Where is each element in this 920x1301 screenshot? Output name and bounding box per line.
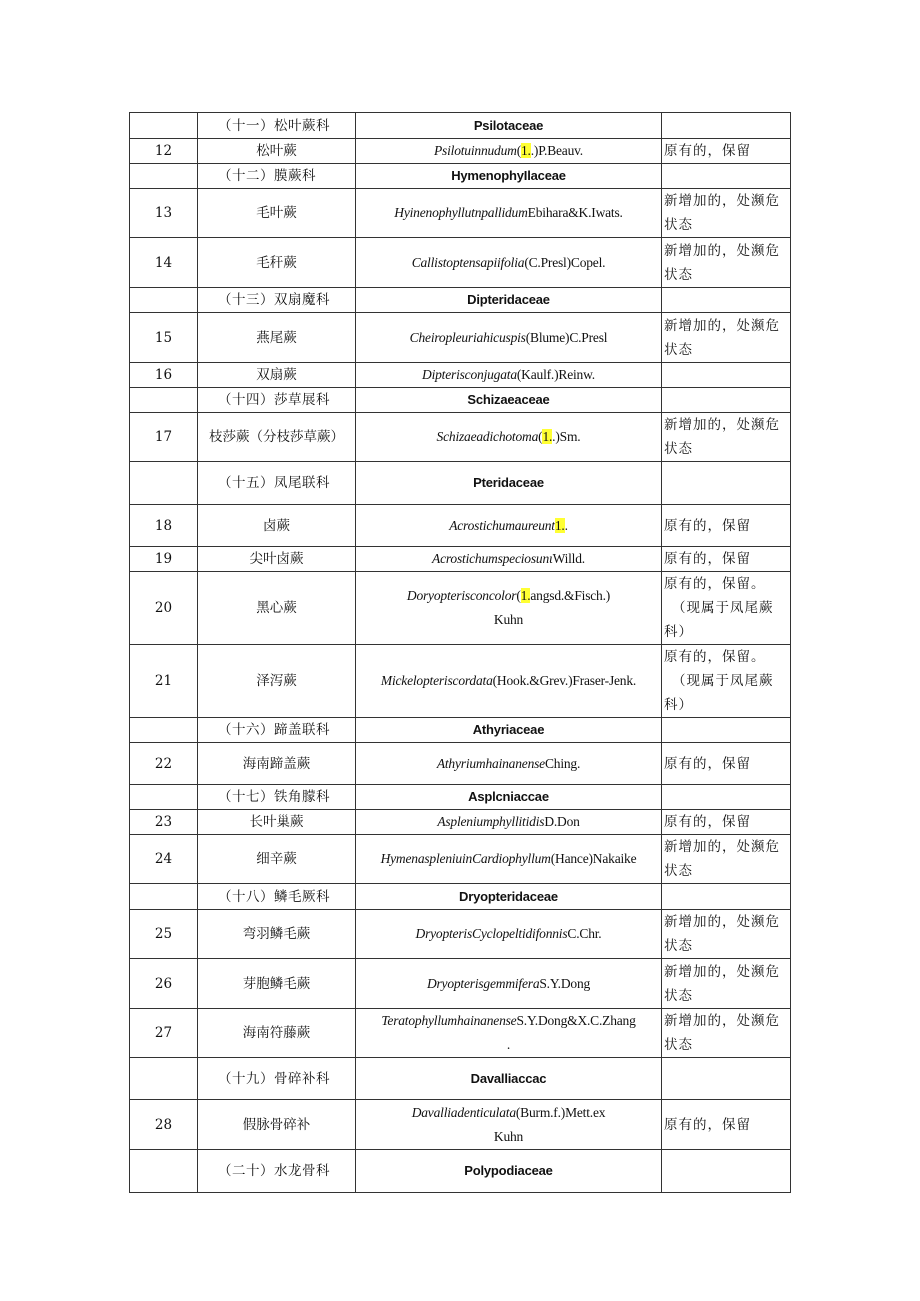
status-note	[662, 785, 791, 810]
status-note-line: 原有的，保留	[664, 1116, 751, 1133]
status-note	[662, 238, 791, 288]
family-row	[130, 388, 791, 413]
family-row	[130, 718, 791, 743]
row-number	[130, 718, 198, 743]
status-note-line: 新增加的，处濒危	[664, 1013, 780, 1029]
species-table-body	[130, 113, 791, 1193]
species-table	[129, 112, 791, 1193]
species-name-latin	[356, 743, 662, 785]
family-name-latin: Schizaeaceae	[356, 388, 662, 413]
species-row	[130, 413, 791, 462]
scientific-name: Dipterisconjugata	[422, 367, 517, 382]
scientific-name: Doryopterisconcolor	[406, 588, 517, 603]
status-note-line: 原有的，保留。	[664, 649, 766, 665]
species-row	[130, 1100, 791, 1150]
scientific-name: Schizaeadichotoma	[436, 429, 539, 444]
species-name-latin	[356, 313, 662, 363]
status-note-line: 科）	[664, 624, 693, 640]
author-paren: (	[538, 429, 543, 444]
status-note	[662, 164, 791, 189]
status-note-line: 原有的，保留	[664, 551, 751, 567]
row-number: 21	[130, 645, 198, 718]
status-note	[662, 1100, 791, 1150]
species-name-cn: 弯羽鳞毛蕨	[198, 910, 356, 959]
row-number: 19	[130, 547, 198, 572]
highlight-mark: 1.	[542, 429, 553, 444]
row-number	[130, 113, 198, 139]
row-number	[130, 462, 198, 505]
status-note	[662, 139, 791, 164]
scientific-name: Davalliadenticulata	[411, 1104, 516, 1120]
status-note-line: 原有的，保留	[664, 517, 751, 534]
status-note	[662, 835, 791, 884]
status-note-line: 状态	[664, 341, 693, 358]
status-note	[662, 505, 791, 547]
author-citation: Ching.	[544, 755, 581, 771]
status-note	[662, 1009, 791, 1058]
species-name-latin	[356, 1009, 662, 1058]
status-note-line: 新增加的，处濒危	[664, 963, 780, 980]
species-name-cn: 双扇蕨	[198, 363, 356, 388]
family-name-cn: （十七）铁角朦科	[198, 785, 356, 810]
row-number: 23	[130, 810, 198, 835]
species-name-latin	[356, 810, 662, 835]
author-citation: (Hance)Nakaike	[550, 851, 637, 866]
author-citation: D.Don	[544, 814, 580, 829]
status-note	[662, 363, 791, 388]
family-name-cn: （十一）松叶蕨科	[198, 113, 356, 139]
author-citation: S.Y.Dong&X.C.Zhang	[516, 1013, 636, 1028]
species-row	[130, 505, 791, 547]
status-note-line: 状态	[664, 217, 693, 233]
author-citation-continued: .	[506, 1037, 511, 1052]
row-number: 26	[130, 959, 198, 1009]
species-name-latin	[356, 189, 662, 238]
status-note-line: （现属于凤尾蕨	[672, 600, 774, 616]
scientific-name: Athyriumhainanense	[436, 755, 545, 771]
status-note-line: 原有的，保留。	[664, 576, 766, 592]
species-name-latin	[356, 238, 662, 288]
species-row	[130, 363, 791, 388]
status-note-line: 状态	[664, 441, 693, 457]
status-note	[662, 189, 791, 238]
author-citation: (Kaulf.)Reinw.	[516, 367, 595, 382]
species-name-cn: 海南符藤蕨	[198, 1009, 356, 1058]
family-row	[130, 1058, 791, 1100]
row-number: 28	[130, 1100, 198, 1150]
author-citation: .	[564, 517, 568, 533]
status-note-line: 状态	[664, 1037, 693, 1053]
row-number	[130, 388, 198, 413]
scientific-name: Acrostichumspeciosunι	[432, 551, 553, 566]
family-name-cn: （十四）莎草展科	[198, 388, 356, 413]
status-note	[662, 572, 791, 645]
species-name-latin	[356, 959, 662, 1009]
row-number: 14	[130, 238, 198, 288]
row-number	[130, 164, 198, 189]
species-row	[130, 139, 791, 164]
row-number	[130, 884, 198, 910]
row-number: 12	[130, 139, 198, 164]
species-row	[130, 645, 791, 718]
species-name-cn: 芽胞鳞毛蕨	[198, 959, 356, 1009]
highlight-mark: 1.	[520, 588, 531, 603]
species-name-latin	[356, 413, 662, 462]
scientific-name: DryopterisCyclopeltidifonnis	[415, 926, 568, 941]
species-row	[130, 1009, 791, 1058]
status-note	[662, 288, 791, 313]
status-note-line: 状态	[664, 938, 693, 954]
highlight-mark: 1.	[554, 517, 565, 533]
scientific-name: Teratophyllumhainanense	[381, 1013, 517, 1028]
species-name-latin	[356, 910, 662, 959]
row-number	[130, 1058, 198, 1100]
family-name-cn: （十五）凤尾联科	[198, 462, 356, 505]
family-name-latin: Psilotaceae	[356, 113, 662, 139]
author-citation-continued: Kuhn	[493, 1128, 524, 1144]
author-citation: S.Y.Dong	[539, 975, 591, 991]
species-name-latin	[356, 572, 662, 645]
status-note-line: 状态	[664, 987, 693, 1004]
status-note-line: 新增加的，处濒危	[664, 914, 780, 930]
species-name-latin	[356, 547, 662, 572]
status-note	[662, 959, 791, 1009]
status-note-line: 状态	[664, 863, 693, 879]
status-note	[662, 810, 791, 835]
status-note-line: 新增加的，处濒危	[664, 839, 780, 855]
status-note	[662, 718, 791, 743]
status-note-line: 新增加的，处濒危	[664, 417, 780, 433]
row-number: 22	[130, 743, 198, 785]
species-row	[130, 810, 791, 835]
status-note-line: 原有的，保留	[664, 814, 751, 830]
species-name-latin	[356, 645, 662, 718]
status-note	[662, 462, 791, 505]
family-row	[130, 462, 791, 505]
author-citation: .)Sm.	[552, 429, 581, 444]
family-row	[130, 884, 791, 910]
row-number: 17	[130, 413, 198, 462]
status-note	[662, 645, 791, 718]
family-row	[130, 288, 791, 313]
species-name-cn: 黑心蕨	[198, 572, 356, 645]
family-name-latin: HymenophyIlaceae	[356, 164, 662, 189]
family-name-cn: （十三）双扇魔科	[198, 288, 356, 313]
row-number: 27	[130, 1009, 198, 1058]
highlight-mark: 1.	[521, 143, 531, 158]
species-name-cn: 尖叶卤蕨	[198, 547, 356, 572]
status-note-line: 原有的，保留	[664, 755, 751, 772]
row-number: 13	[130, 189, 198, 238]
family-name-latin: Dipteridaceae	[356, 288, 662, 313]
family-row	[130, 1150, 791, 1193]
status-note	[662, 910, 791, 959]
status-note	[662, 413, 791, 462]
species-name-cn: 燕尾蕨	[198, 313, 356, 363]
author-citation: angsd.&Fisch.)	[530, 588, 611, 603]
family-name-latin: Athyriaceae	[356, 718, 662, 743]
author-citation: (C.Presl)Copel.	[524, 254, 606, 270]
scientific-name: Mickelopteriscordata	[380, 673, 493, 688]
status-note-line: 新增加的，处濒危	[664, 193, 780, 209]
family-row	[130, 164, 791, 189]
species-name-cn: 细辛蕨	[198, 835, 356, 884]
author-citation: Willd.	[552, 551, 585, 566]
family-name-cn: （十九）骨碎补科	[198, 1058, 356, 1100]
family-name-cn: （十八）鳞毛厥科	[198, 884, 356, 910]
scientific-name: Hyinenophyllutnpallidum	[394, 205, 528, 220]
status-note	[662, 884, 791, 910]
species-name-cn: 长叶巢蕨	[198, 810, 356, 835]
scientific-name: Aspleniumphyllitidis	[437, 814, 545, 829]
author-citation: .)P.Beauv.	[530, 143, 583, 158]
row-number	[130, 785, 198, 810]
author-citation-continued: Kuhn	[493, 612, 524, 627]
status-note	[662, 388, 791, 413]
row-number: 18	[130, 505, 198, 547]
row-number: 15	[130, 313, 198, 363]
scientific-name: Cheiropleuriahicuspis	[409, 329, 526, 345]
species-row	[130, 743, 791, 785]
family-name-cn: （二十）水龙骨科	[198, 1150, 356, 1193]
author-citation: (Hook.&Grev.)Fraser-Jenk.	[492, 673, 637, 688]
species-name-cn: 枝莎蕨（分枝莎草蕨）	[198, 413, 356, 462]
row-number: 16	[130, 363, 198, 388]
scientific-name: Acrostichumaureunt	[449, 517, 555, 533]
status-note-line: 新增加的，处濒危	[664, 242, 780, 259]
status-note	[662, 313, 791, 363]
row-number: 20	[130, 572, 198, 645]
species-name-cn: 卤蕨	[198, 505, 356, 547]
status-note	[662, 743, 791, 785]
author-citation: (Blume)C.Presl	[525, 329, 608, 345]
species-row	[130, 910, 791, 959]
status-note-line: 科）	[664, 697, 693, 713]
species-row	[130, 547, 791, 572]
status-note	[662, 1150, 791, 1193]
scientific-name: Psilotuinnudum	[434, 143, 517, 158]
species-name-cn: 松叶蕨	[198, 139, 356, 164]
species-name-latin	[356, 835, 662, 884]
family-name-latin: Polypodiaceae	[356, 1150, 662, 1193]
scientific-name: Callistoptensapiifolia	[411, 254, 525, 270]
status-note	[662, 1058, 791, 1100]
species-name-latin	[356, 1100, 662, 1150]
family-row	[130, 785, 791, 810]
family-name-latin: Dryopteridaceae	[356, 884, 662, 910]
family-name-cn: （十二）膜蕨科	[198, 164, 356, 189]
author-paren: (	[516, 143, 521, 158]
family-name-latin: Pteridaceae	[356, 462, 662, 505]
family-row	[130, 113, 791, 139]
species-row	[130, 189, 791, 238]
species-row	[130, 572, 791, 645]
species-row	[130, 313, 791, 363]
species-name-cn: 毛叶蕨	[198, 189, 356, 238]
species-name-cn: 毛秆蕨	[198, 238, 356, 288]
species-name-latin	[356, 139, 662, 164]
species-row	[130, 835, 791, 884]
family-name-latin: Davalliaccac	[356, 1058, 662, 1100]
row-number: 25	[130, 910, 198, 959]
author-citation: C.Chr.	[567, 926, 602, 941]
row-number	[130, 288, 198, 313]
species-name-cn: 假脉骨碎补	[198, 1100, 356, 1150]
family-name-latin: Asplcniaccae	[356, 785, 662, 810]
author-citation: (Burm.f.)Mett.ex	[515, 1104, 606, 1120]
row-number	[130, 1150, 198, 1193]
scientific-name: HymenaspleniuinCardiophyllum	[380, 851, 551, 866]
status-note	[662, 113, 791, 139]
status-note-line: 原有的，保留	[664, 143, 751, 159]
family-name-cn: （十六）蹄盖联科	[198, 718, 356, 743]
species-name-latin	[356, 505, 662, 547]
author-citation: Ebihara&K.Iwats.	[527, 205, 623, 220]
status-note-line: 新增加的，处濒危	[664, 317, 780, 334]
status-note	[662, 547, 791, 572]
scientific-name: Dryopterisgemmifera	[426, 975, 540, 991]
author-paren: (	[516, 588, 521, 603]
species-name-latin	[356, 363, 662, 388]
status-note-line: （现属于凤尾蕨	[672, 673, 774, 689]
species-row	[130, 238, 791, 288]
row-number: 24	[130, 835, 198, 884]
species-name-cn: 海南蹄盖蕨	[198, 743, 356, 785]
status-note-line: 状态	[664, 266, 693, 283]
species-row	[130, 959, 791, 1009]
species-name-cn: 泽泻蕨	[198, 645, 356, 718]
